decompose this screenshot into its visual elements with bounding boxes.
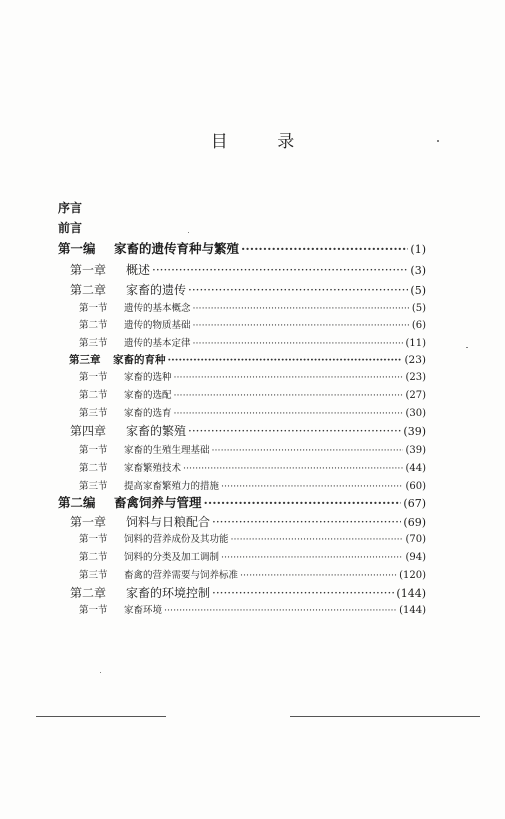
toc-entry-page-number: (11) bbox=[405, 338, 426, 349]
toc-entry-label: 第一章 bbox=[70, 515, 107, 529]
toc-entry-title: 遗传的基本定律 bbox=[124, 338, 191, 349]
toc-entry-label: 第四章 bbox=[70, 424, 107, 438]
scan-speck bbox=[466, 347, 468, 348]
toc-entry bbox=[58, 494, 426, 512]
toc-entry-page-number: (39) bbox=[405, 445, 426, 456]
toc-entry-page-number: (120) bbox=[399, 570, 426, 581]
toc-entry-page-number: (30) bbox=[405, 408, 426, 419]
toc-entry-title: 饲料的营养成份及其功能 bbox=[124, 534, 229, 545]
toc-entry-title: 家畜的选种 bbox=[124, 372, 172, 383]
toc-entry-page-number: (39) bbox=[403, 425, 426, 438]
bottom-rule-left bbox=[36, 716, 166, 717]
toc-entry-title: 家畜环境 bbox=[124, 605, 163, 616]
toc-entry-page-number: (23) bbox=[405, 372, 426, 383]
toc-entry-page-number: (70) bbox=[405, 534, 426, 545]
toc-entry bbox=[58, 405, 426, 423]
dot-leader bbox=[212, 513, 401, 531]
dot-leader bbox=[204, 494, 402, 512]
dot-leader bbox=[188, 422, 401, 440]
toc-entry bbox=[58, 460, 426, 478]
dot-leader bbox=[174, 369, 404, 387]
toc-entry-title: 提高家畜繁殖力的措施 bbox=[124, 481, 220, 492]
toc-entry-title: 畜禽饲养与管理 bbox=[114, 495, 202, 510]
dot-leader bbox=[174, 405, 404, 423]
toc-entry-label: 第三节 bbox=[79, 570, 108, 581]
toc-entry-page-number: (6) bbox=[411, 320, 426, 331]
toc-entry bbox=[58, 219, 426, 237]
toc-entry-label: 第一编 bbox=[58, 241, 96, 256]
toc-entry bbox=[58, 261, 426, 279]
toc-entry-title: 饲料的分类及加工调制 bbox=[124, 552, 220, 563]
toc-entry-page-number: (144) bbox=[396, 587, 426, 600]
toc-entry-label: 第三节 bbox=[79, 338, 108, 349]
toc-entry-label: 第一节 bbox=[79, 445, 108, 456]
dot-leader bbox=[193, 300, 410, 318]
toc-entry bbox=[58, 300, 426, 318]
toc-entry-label: 前言 bbox=[58, 221, 83, 235]
toc-entry-page-number: (1) bbox=[410, 243, 426, 256]
toc-entry bbox=[58, 369, 426, 387]
toc-entry-title: 饲料与日粮配合 bbox=[126, 515, 211, 529]
toc-entry-page-number: (23) bbox=[404, 354, 426, 366]
toc-entry-title: 家畜的遗传育种与繁殖 bbox=[114, 241, 240, 256]
dot-leader bbox=[212, 584, 394, 602]
toc-entry-title: 家畜的环境控制 bbox=[126, 586, 211, 600]
toc-entry-title: 家畜的生殖生理基础 bbox=[124, 445, 210, 456]
toc-entry-label: 第二章 bbox=[70, 283, 107, 297]
toc-entry-label: 第二节 bbox=[79, 463, 108, 474]
toc-entry bbox=[58, 199, 426, 217]
toc-entry-page-number: (67) bbox=[403, 497, 426, 510]
toc-entry-label: 第一节 bbox=[79, 534, 108, 545]
scan-speck bbox=[188, 232, 189, 233]
toc-entry-label: 第三章 bbox=[69, 354, 101, 366]
toc-entry bbox=[58, 387, 426, 405]
toc-entry-label: 第一节 bbox=[79, 303, 108, 314]
dot-leader bbox=[241, 240, 408, 258]
toc-entry-page-number: (3) bbox=[410, 264, 426, 277]
toc-entry-title: 概述 bbox=[126, 263, 151, 277]
scan-speck bbox=[100, 672, 101, 673]
toc-entry bbox=[58, 240, 426, 258]
scan-speck bbox=[437, 140, 439, 142]
toc-entry-label: 第三节 bbox=[79, 481, 108, 492]
toc-entry-label: 第二节 bbox=[79, 320, 108, 331]
dot-leader bbox=[188, 281, 408, 299]
toc-entry-page-number: (60) bbox=[405, 481, 426, 492]
dot-leader bbox=[152, 261, 408, 279]
toc-entry-label: 第二节 bbox=[79, 390, 108, 401]
toc-entry-label: 第二编 bbox=[58, 495, 96, 510]
toc-entry-title: 家畜的选育 bbox=[124, 408, 172, 419]
toc-entry-label: 第一节 bbox=[79, 605, 108, 616]
toc-entry bbox=[58, 567, 426, 585]
dot-leader bbox=[231, 531, 404, 549]
dot-leader bbox=[168, 351, 403, 369]
toc-entry-page-number: (69) bbox=[403, 516, 426, 529]
toc-entry-label: 第一节 bbox=[79, 372, 108, 383]
toc-entry-page-number: (27) bbox=[405, 390, 426, 401]
bottom-rule-right bbox=[290, 716, 480, 717]
dot-leader bbox=[221, 549, 403, 567]
toc-entry-title: 遗传的物质基础 bbox=[124, 320, 191, 331]
dot-leader bbox=[164, 602, 397, 620]
toc-entry-page-number: (5) bbox=[410, 284, 426, 297]
dot-leader bbox=[240, 567, 397, 585]
toc-entry-page-number: (5) bbox=[411, 303, 426, 314]
toc-entry-page-number: (44) bbox=[405, 463, 426, 474]
dot-leader bbox=[193, 317, 410, 335]
toc-entry-title: 家畜的育种 bbox=[113, 354, 166, 366]
toc-entry-label: 第二章 bbox=[70, 586, 107, 600]
toc-entry bbox=[58, 281, 426, 299]
page-title: 目 录 bbox=[210, 132, 317, 152]
toc-entry bbox=[58, 602, 426, 620]
toc-entry-title: 遗传的基本概念 bbox=[124, 303, 191, 314]
toc-entry bbox=[58, 584, 426, 602]
toc-entry-label: 序言 bbox=[58, 201, 83, 215]
toc-entry-title: 家畜的繁殖 bbox=[126, 424, 187, 438]
toc-entry-title: 家畜的遗传 bbox=[126, 283, 187, 297]
toc-entry-page-number: (94) bbox=[405, 552, 426, 563]
dot-leader bbox=[174, 387, 404, 405]
toc-entry-label: 第三节 bbox=[79, 408, 108, 419]
toc-entry-label: 第二节 bbox=[79, 552, 108, 563]
toc-entry-title: 家畜繁殖技术 bbox=[124, 463, 182, 474]
toc-entry-title: 畜禽的营养需要与饲养标准 bbox=[124, 570, 239, 581]
toc-entry bbox=[58, 531, 426, 549]
toc-entry bbox=[58, 422, 426, 440]
toc-entry bbox=[58, 513, 426, 531]
toc-entry-title: 家畜的选配 bbox=[124, 390, 172, 401]
toc-entry-page-number: (144) bbox=[399, 605, 426, 616]
toc-entry bbox=[58, 549, 426, 567]
toc-entry bbox=[58, 317, 426, 335]
dot-leader bbox=[183, 460, 403, 478]
toc-entry bbox=[58, 442, 426, 460]
dot-leader bbox=[212, 442, 404, 460]
toc-entry-label: 第一章 bbox=[70, 263, 107, 277]
toc-entry bbox=[58, 351, 426, 369]
